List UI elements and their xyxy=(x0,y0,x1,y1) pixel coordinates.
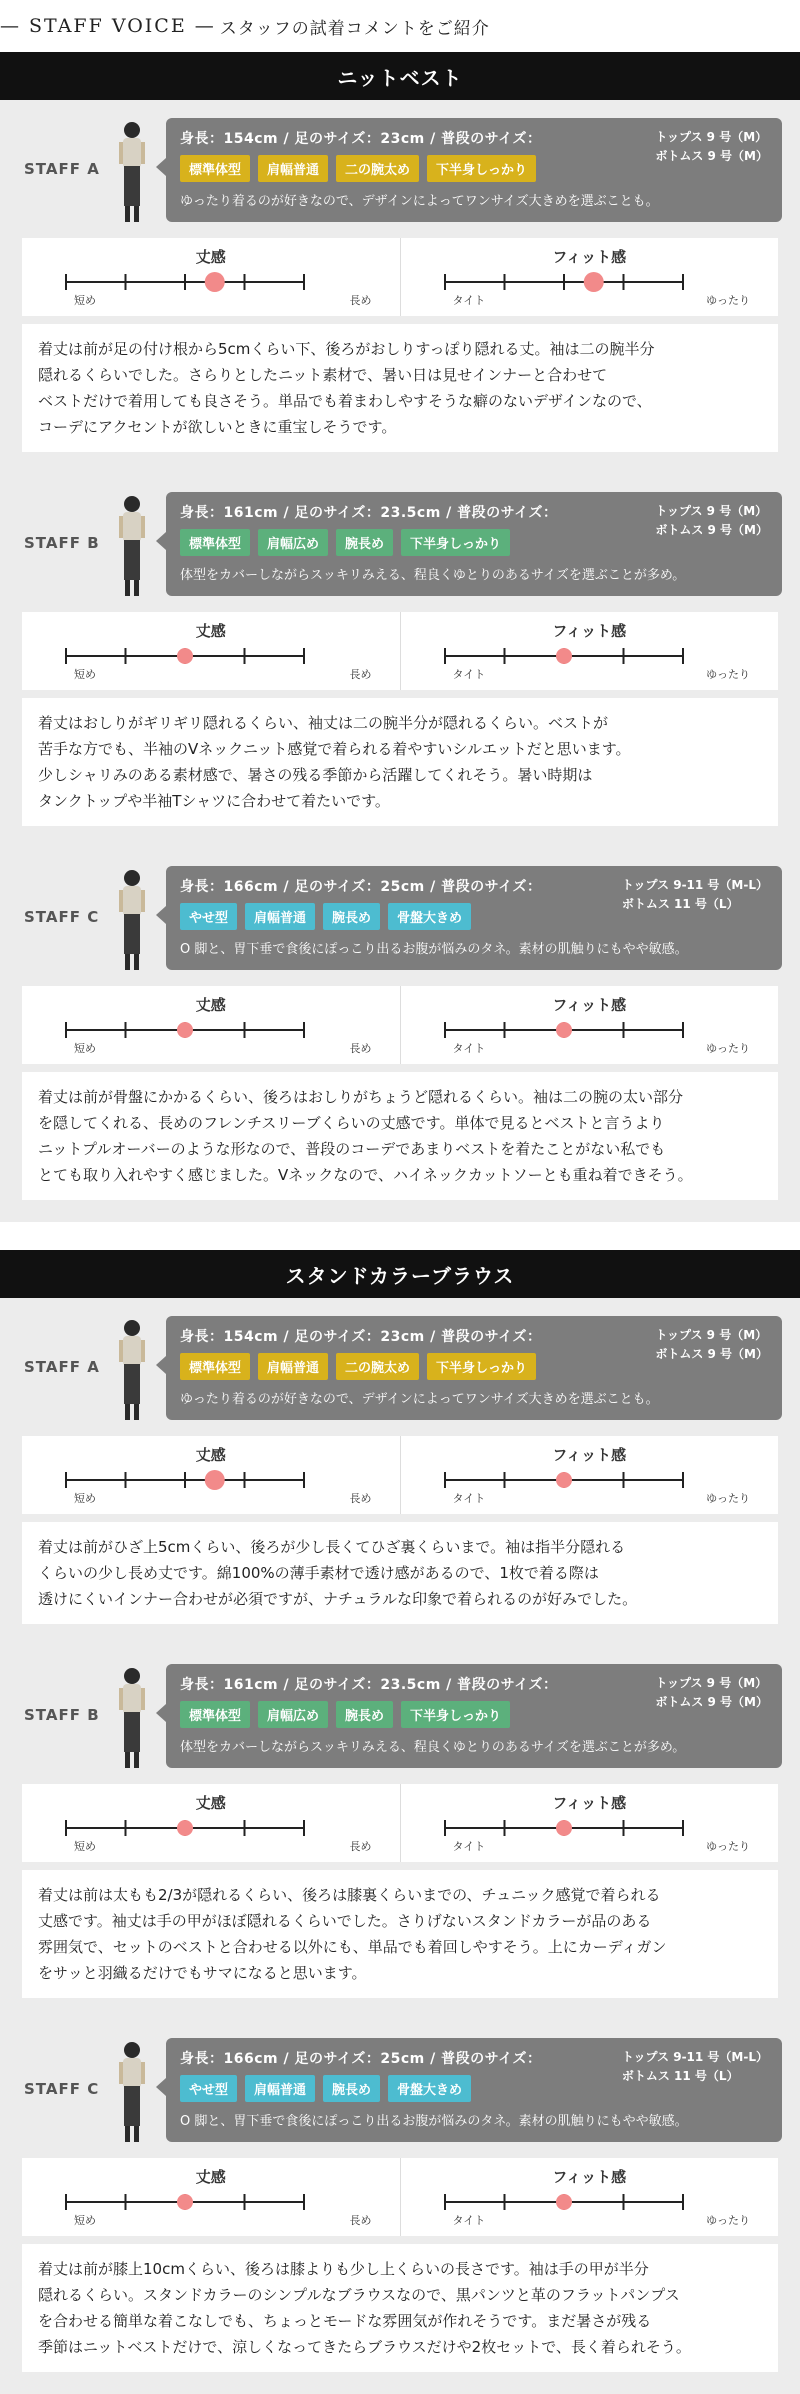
body-type-tag: やせ型 xyxy=(180,903,237,930)
length-long-label: 長め xyxy=(349,2214,372,2227)
staff-card xyxy=(0,848,800,1222)
length-short-label: 短め xyxy=(74,668,96,681)
body-type-tag: 下半身しっかり xyxy=(427,155,536,182)
staff-info-bubble xyxy=(166,1664,782,1768)
staff-header xyxy=(0,1664,800,1778)
card-gap xyxy=(0,1998,800,2020)
fit-loose-label: ゆったり xyxy=(706,1042,750,1055)
comment-line: 隠れるくらいでした。さらりとしたニット素材で、暑い日は見せインナーと合わせて xyxy=(38,366,608,384)
comment-line: コーデにアクセントが欲しいときに重宝しそうです。 xyxy=(38,418,397,436)
section-title: スタンドカラーブラウス xyxy=(0,1250,800,1298)
body-type-tag: 二の腕太め xyxy=(336,1353,419,1380)
scale-marker xyxy=(177,648,193,664)
body-type-tag: 肩幅普通 xyxy=(258,1353,328,1380)
fit-tight-label: タイト xyxy=(452,668,486,681)
tops-size: トップス 9 号（M） xyxy=(655,130,768,144)
staff-comment xyxy=(22,1072,778,1200)
staff-stats: 身長：154cm / 足のサイズ：23cm / 普段のサイズ： xyxy=(180,131,542,147)
body-type-tag: 下半身しっかり xyxy=(401,1701,510,1728)
body-type-tag: 腕長め xyxy=(336,1701,393,1728)
staff-usual-sizes xyxy=(655,1674,768,1712)
fit-scale xyxy=(400,1784,779,1862)
body-type-tag: やせ型 xyxy=(180,2075,237,2102)
tops-size: トップス 9 号（M） xyxy=(655,1328,768,1342)
body-type-tag: 標準体型 xyxy=(180,155,250,182)
staff-usual-sizes xyxy=(655,1326,768,1364)
staff-header xyxy=(0,2038,800,2152)
card-gap xyxy=(0,1200,800,1222)
staff-card xyxy=(0,1646,800,2020)
staff-description: 体型をカバーしながらスッキリみえる、程良くゆとりのあるサイズを選ぶことが多め。 xyxy=(180,568,686,583)
length-short-label: 短め xyxy=(74,1840,96,1853)
staff-comment xyxy=(22,1870,778,1998)
card-gap xyxy=(0,2372,800,2394)
staff-description: ゆったり着るのが好きなので、デザインによってワンサイズ大きめを選ぶことも。 xyxy=(180,1392,659,1407)
staff-card xyxy=(0,474,800,848)
body-type-tag: 二の腕太め xyxy=(336,155,419,182)
fit-scales xyxy=(22,986,778,1064)
scale-marker xyxy=(556,1022,572,1038)
staff-description: O 脚と、胃下垂で食後にぽっこり出るお腹が悩みのタネ。素材の肌触りにもやや敏感。 xyxy=(180,942,688,957)
fit-scales xyxy=(22,612,778,690)
staff-comment xyxy=(22,2244,778,2372)
comment-line: タンクトップや半袖Tシャツに合わせて着たいです。 xyxy=(38,792,390,810)
body-type-tag: 肩幅広め xyxy=(258,529,328,556)
length-long-label: 長め xyxy=(349,1492,372,1505)
fit-scale-title: フィット感 xyxy=(552,622,627,640)
staff-description: 体型をカバーしながらスッキリみえる、程良くゆとりのあるサイズを選ぶことが多め。 xyxy=(180,1740,686,1755)
comment-line: 季節はニットベストだけで、涼しくなってきたらブラウスだけや2枚セットで、長く着られそう。 xyxy=(38,2338,691,2356)
tops-size: トップス 9-11 号（M-L） xyxy=(621,878,768,892)
body-type-tag: 標準体型 xyxy=(180,1701,250,1728)
tops-size: トップス 9 号（M） xyxy=(655,1676,768,1690)
fit-tight-label: タイト xyxy=(452,1492,486,1505)
length-scale-title: 丈感 xyxy=(195,996,226,1014)
staff-usual-sizes xyxy=(622,876,768,914)
fit-loose-label: ゆったり xyxy=(706,1492,750,1505)
body-type-tag: 下半身しっかり xyxy=(427,1353,536,1380)
staff-header xyxy=(0,866,800,980)
length-short-label: 短め xyxy=(74,2214,96,2227)
page-header xyxy=(0,0,800,52)
comment-line: 苦手な方でも、半袖のVネックニット感覚で着られる着やすいシルエットだと思います。 xyxy=(38,740,631,758)
body-type-tag: 標準体型 xyxy=(180,1353,250,1380)
comment-line: をサッと羽織るだけでもサマになると思います。 xyxy=(38,1964,367,1982)
staff-header xyxy=(0,118,800,232)
staff-card xyxy=(0,1298,800,1646)
bottoms-size: ボトムス 9 号（M） xyxy=(655,523,768,537)
body-type-tag: 下半身しっかり xyxy=(401,529,510,556)
fit-scales xyxy=(22,238,778,316)
length-long-label: 長め xyxy=(349,668,372,681)
staff-label: STAFF A xyxy=(24,1358,100,1376)
length-scale xyxy=(22,2158,400,2236)
staff-info-bubble xyxy=(166,1316,782,1420)
comment-line: を合わせる簡単な着こなしでも、ちょっとモードな雰囲気が作れそうです。まだ暑さが残る xyxy=(38,2312,652,2330)
comment-line: 着丈はおしりがギリギリ隠れるくらい、袖丈は二の腕半分が隠れるくらい。ベストが xyxy=(38,714,609,732)
staff-stats: 身長：166cm / 足のサイズ：25cm / 普段のサイズ： xyxy=(180,879,542,895)
bottoms-size: ボトムス 9 号（M） xyxy=(655,1695,768,1709)
staff-stats: 身長：154cm / 足のサイズ：23cm / 普段のサイズ： xyxy=(180,1329,542,1345)
bottoms-size: ボトムス 11 号（L） xyxy=(621,897,739,911)
body-type-tag: 肩幅広め xyxy=(258,1701,328,1728)
card-gap xyxy=(0,1624,800,1646)
length-long-label: 長め xyxy=(349,1840,372,1853)
staff-label: STAFF A xyxy=(24,160,100,178)
staff-comment xyxy=(22,1522,778,1624)
length-short-label: 短め xyxy=(74,1042,96,1055)
body-type-tag: 肩幅普通 xyxy=(245,2075,315,2102)
length-long-label: 長め xyxy=(349,1042,372,1055)
fit-scale-title: フィット感 xyxy=(552,248,627,266)
fit-scale xyxy=(400,238,779,316)
body-type-tag: 肩幅普通 xyxy=(245,903,315,930)
fit-loose-label: ゆったり xyxy=(706,2214,750,2227)
scale-marker xyxy=(177,2194,193,2210)
fit-tight-label: タイト xyxy=(452,294,486,307)
comment-line: くらいの少し長め丈です。綿100%の薄手素材で透け感があるので、1枚で着る際は xyxy=(38,1564,599,1582)
comment-line: 隠れるくらい。スタンドカラーのシンプルなブラウスなので、黒パンツと革のフラットパンプス xyxy=(38,2286,680,2304)
staff-stats: 身長：166cm / 足のサイズ：25cm / 普段のサイズ： xyxy=(180,2051,542,2067)
staff-photo xyxy=(106,492,158,600)
scale-marker xyxy=(556,1472,572,1488)
fit-scale xyxy=(400,1436,779,1514)
staff-label: STAFF C xyxy=(24,908,100,926)
body-type-tag: 腕長め xyxy=(323,903,380,930)
staff-stats: 身長：161cm / 足のサイズ：23.5cm / 普段のサイズ： xyxy=(180,1677,558,1693)
length-scale-title: 丈感 xyxy=(195,2168,226,2186)
scale-marker xyxy=(205,1470,225,1490)
fit-scale xyxy=(400,2158,779,2236)
comment-line: 透けにくいインナー合わせが必須ですが、ナチュラルな印象で着られるのが好みでした。 xyxy=(38,1590,638,1608)
length-scale xyxy=(22,1784,400,1862)
staff-comment xyxy=(22,698,778,826)
scale-marker xyxy=(583,272,603,292)
staff-info-bubble xyxy=(166,2038,782,2142)
fit-scale xyxy=(400,986,779,1064)
staff-photo xyxy=(106,866,158,974)
fit-scale-title: フィット感 xyxy=(552,996,627,1014)
comment-line: 丈感です。袖丈は手の甲がほぼ隠れるくらいでした。さりげないスタンドカラーが品のある xyxy=(38,1912,652,1930)
comment-line: 着丈は前が膝上10cmくらい、後ろは膝よりも少し上くらいの長さです。袖は手の甲が半分 xyxy=(38,2260,649,2278)
page-subtitle: スタッフの試着コメントをご紹介 xyxy=(219,18,490,39)
length-short-label: 短め xyxy=(74,1492,96,1505)
comment-line: 雰囲気で、セットのベストと合わせる以外にも、単品でも着回しやすそう。上にカーディガン xyxy=(38,1938,667,1956)
length-scale-title: 丈感 xyxy=(195,1794,226,1812)
scale-marker xyxy=(177,1022,193,1038)
section-body xyxy=(0,1298,800,2394)
staff-description: O 脚と、胃下垂で食後にぽっこり出るお腹が悩みのタネ。素材の肌触りにもやや敏感。 xyxy=(180,2114,688,2129)
content xyxy=(0,52,800,2394)
body-type-tag: 肩幅普通 xyxy=(258,155,328,182)
staff-photo xyxy=(106,1664,158,1772)
staff-usual-sizes xyxy=(655,128,768,166)
staff-info-bubble xyxy=(166,866,782,970)
length-scale xyxy=(22,986,400,1064)
fit-loose-label: ゆったり xyxy=(706,668,750,681)
tops-size: トップス 9-11 号（M-L） xyxy=(621,2050,768,2064)
length-scale-title: 丈感 xyxy=(195,248,226,266)
staff-header xyxy=(0,1316,800,1430)
section-body xyxy=(0,100,800,1222)
staff-label: STAFF B xyxy=(24,1706,100,1724)
fit-scale xyxy=(400,612,779,690)
section-title: ニットベスト xyxy=(0,52,800,100)
scale-marker xyxy=(177,1820,193,1836)
staff-card xyxy=(0,2020,800,2394)
bottoms-size: ボトムス 11 号（L） xyxy=(621,2069,739,2083)
staff-header xyxy=(0,492,800,606)
length-short-label: 短め xyxy=(74,294,96,307)
comment-line: 着丈は前は太もも2/3が隠れるくらい、後ろは膝裏くらいまでの、チュニック感覚で着られる xyxy=(38,1886,661,1904)
fit-scales xyxy=(22,1784,778,1862)
length-scale xyxy=(22,612,400,690)
length-scale xyxy=(22,238,400,316)
comment-line: を隠してくれる、長めのフレンチスリーブくらいの丈感です。単体で見るとベストと言うより xyxy=(38,1114,665,1132)
scale-marker xyxy=(556,648,572,664)
comment-line: 着丈は前が足の付け根から5cmくらい下、後ろがおしりすっぽり隠れる丈。袖は二の腕半分 xyxy=(38,340,655,358)
fit-scale-title: フィット感 xyxy=(552,1794,627,1812)
comment-line: 少しシャリみのある素材感で、暑さの残る季節から活躍してくれそう。暑い時期は xyxy=(38,766,593,784)
fit-loose-label: ゆったり xyxy=(706,1840,750,1853)
fit-scale-title: フィット感 xyxy=(552,1446,627,1464)
staff-card xyxy=(0,100,800,474)
staff-label: STAFF B xyxy=(24,534,100,552)
body-type-tag: 標準体型 xyxy=(180,529,250,556)
bottoms-size: ボトムス 9 号（M） xyxy=(655,1347,768,1361)
staff-photo xyxy=(106,1316,158,1424)
body-type-tag: 腕長め xyxy=(336,529,393,556)
staff-label: STAFF C xyxy=(24,2080,100,2098)
length-scale-title: 丈感 xyxy=(195,622,226,640)
length-scale xyxy=(22,1436,400,1514)
tops-size: トップス 9 号（M） xyxy=(655,504,768,518)
fit-scales xyxy=(22,1436,778,1514)
fit-tight-label: タイト xyxy=(452,1840,486,1853)
comment-line: 着丈は前が骨盤にかかるくらい、後ろはおしりがちょうど隠れるくらい。袖は二の腕の太い部分 xyxy=(38,1088,684,1106)
staff-stats: 身長：161cm / 足のサイズ：23.5cm / 普段のサイズ： xyxy=(180,505,558,521)
comment-line: ベストだけで着用しても良さそう。単品でも着まわしやすそうな癖のないデザインなので、 xyxy=(38,392,652,410)
fit-tight-label: タイト xyxy=(452,1042,486,1055)
scale-marker xyxy=(556,1820,572,1836)
scale-marker xyxy=(205,272,225,292)
staff-voice-title: — STAFF VOICE — xyxy=(0,15,216,37)
staff-info-bubble xyxy=(166,492,782,596)
body-type-tag: 骨盤大きめ xyxy=(388,2075,471,2102)
staff-usual-sizes xyxy=(622,2048,768,2086)
staff-photo xyxy=(106,118,158,226)
staff-usual-sizes xyxy=(655,502,768,540)
body-type-tag: 骨盤大きめ xyxy=(388,903,471,930)
staff-description: ゆったり着るのが好きなので、デザインによってワンサイズ大きめを選ぶことも。 xyxy=(180,194,659,209)
card-gap xyxy=(0,826,800,848)
length-scale-title: 丈感 xyxy=(195,1446,226,1464)
fit-scale-title: フィット感 xyxy=(552,2168,627,2186)
card-gap xyxy=(0,452,800,474)
comment-line: ニットプルオーバーのような形なので、普段のコーデであまりベストを着たことがない私でも xyxy=(38,1140,666,1158)
staff-info-bubble xyxy=(166,118,782,222)
scale-marker xyxy=(556,2194,572,2210)
length-long-label: 長め xyxy=(349,294,372,307)
staff-comment xyxy=(22,324,778,452)
body-type-tag: 腕長め xyxy=(323,2075,380,2102)
bottoms-size: ボトムス 9 号（M） xyxy=(655,149,768,163)
fit-tight-label: タイト xyxy=(452,2214,486,2227)
section-spacer xyxy=(0,1222,800,1250)
comment-line: とても取り入れやすく感じました。Vネックなので、ハイネックカットソーとも重ね着できそう。 xyxy=(38,1166,693,1184)
fit-loose-label: ゆったり xyxy=(706,294,750,307)
staff-photo xyxy=(106,2038,158,2146)
comment-line: 着丈は前がひざ上5cmくらい、後ろが少し長くてひざ裏くらいまで。袖は指半分隠れる xyxy=(38,1538,626,1556)
fit-scales xyxy=(22,2158,778,2236)
